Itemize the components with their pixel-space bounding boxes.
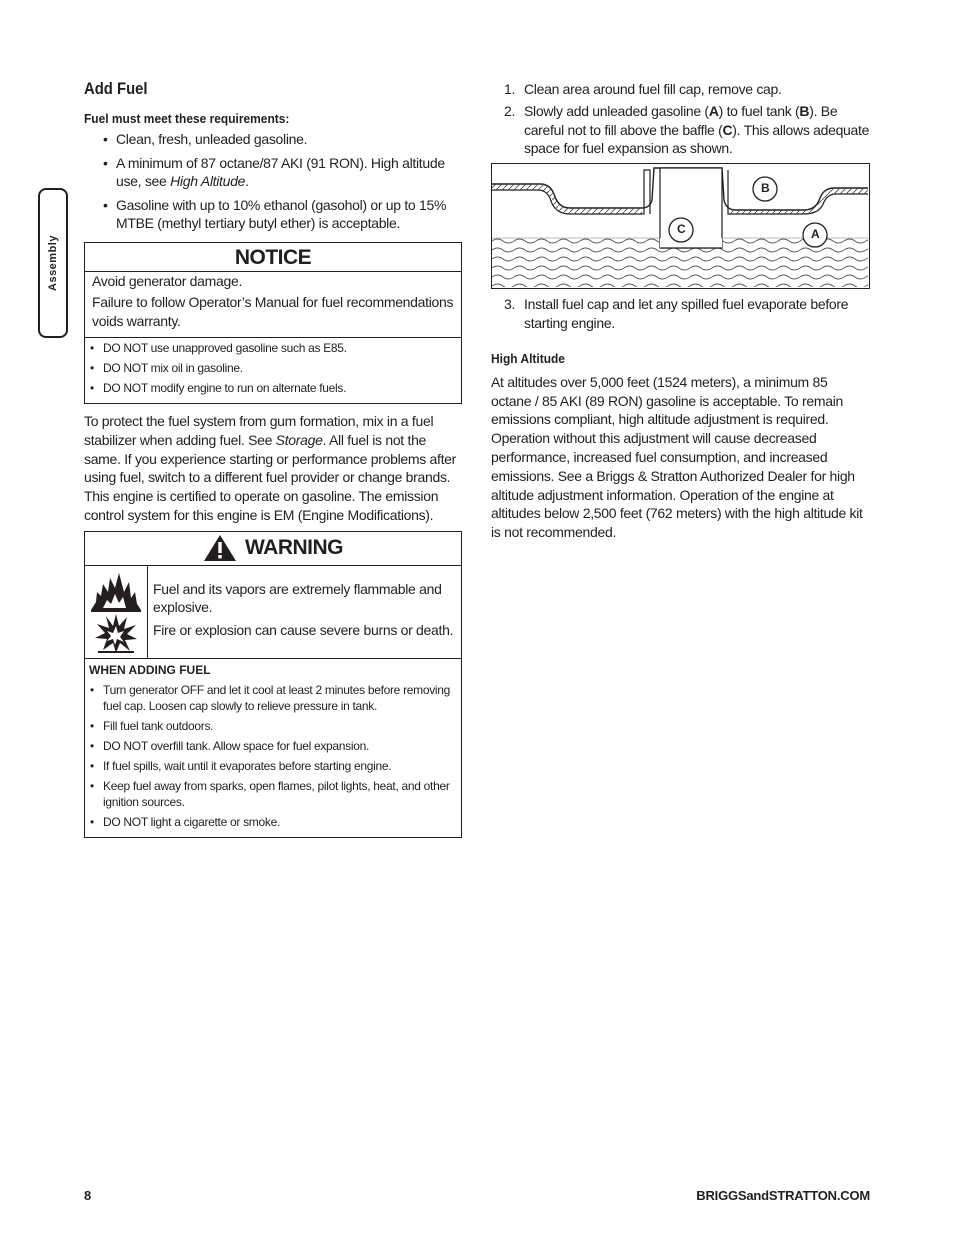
- list-item: • Clean, fresh, unleaded gasoline.: [84, 130, 462, 149]
- warning-header: [85, 532, 461, 566]
- website-url: BRIGGSandSTRATTON.COM: [696, 1188, 870, 1203]
- storage-reference: Storage: [275, 431, 323, 448]
- warning-list: [85, 679, 461, 837]
- list-item: • DO NOT mix oil in gasoline.: [89, 360, 455, 376]
- add-fuel-heading: Add Fuel: [84, 80, 148, 98]
- notice-box: [84, 242, 462, 405]
- hazard-text: [148, 566, 461, 658]
- list-item: • Turn generator OFF and let it cool at least 2 minutes before removing fuel cap. Loosen cap slowly to relieve pressure in tank.: [89, 682, 455, 714]
- section-tab: [38, 188, 68, 338]
- notice-body: [85, 272, 461, 339]
- warning-title: WARNING: [245, 536, 343, 560]
- step-item: 2. Slowly add unleaded gasoline (A) to fuel tank (B). Be careful not to fill above the baffle (C). This allows adequate space for fuel expansion as shown.: [504, 102, 870, 157]
- notice-line: Avoid generator damage.: [92, 272, 243, 289]
- page-number: 8: [84, 1188, 92, 1203]
- warning-triangle-icon: [203, 534, 237, 562]
- list-item: • DO NOT overfill tank. Allow space for fuel expansion.: [89, 738, 455, 754]
- fire-icon: [89, 570, 143, 612]
- notice-title: NOTICE: [85, 243, 461, 272]
- stabilizer-paragraph: To protect the fuel system from gum formation, mix in a fuel stabilizer when adding fuel. See Storage. All fuel is not the same. If you experience starting or performance problems after using fuel, switch to a different fuel provider or change brands. This engine is certified to operate on gasoline. The emission control system for this engine is EM (Engine Modifications).: [84, 413, 457, 523]
- step-item: 1. Clean area around fuel fill cap, remove cap.: [504, 81, 782, 97]
- right-column: [491, 80, 871, 542]
- section-tab-label: Assembly: [47, 235, 59, 291]
- high-altitude-text: At altitudes over 5,000 feet (1524 meters), a minimum 85 octane / 85 AKI (89 RON) gasoline is acceptable. To remain emissions compliant, high altitude adjustment is required. Operation without this adjustment will cause decreased performance, increased fuel consumption, and increased emissions. See a Briggs & Stratton Authorized Dealer for high altitude adjustment information. Operation of the engine at altitudes below 2,500 feet (762 meters) with the high altitude kit is not recommended.: [491, 373, 863, 541]
- callout-b: B: [761, 181, 770, 196]
- warning-hazards: [85, 566, 461, 659]
- list-item: • If fuel spills, wait until it evaporates before starting engine.: [89, 758, 455, 774]
- hazard-icons: [85, 566, 148, 658]
- explosion-icon: [94, 612, 138, 654]
- list-item: • DO NOT use unapproved gasoline such as E85.: [89, 340, 455, 356]
- list-item: • Fill fuel tank outdoors.: [89, 718, 455, 734]
- callout-c: C: [677, 222, 686, 237]
- fuel-tank-diagram: [491, 163, 870, 289]
- high-altitude-heading: High Altitude: [491, 350, 565, 366]
- list-item: • DO NOT light a cigarette or smoke.: [89, 814, 455, 830]
- warning-box: [84, 531, 462, 838]
- callout-a: A: [811, 227, 820, 242]
- list-item: • A minimum of 87 octane/87 AKI (91 RON). High altitude use, see High Altitude.: [84, 154, 462, 191]
- step-item: 3. Install fuel cap and let any spilled fuel evaporate before starting engine.: [504, 296, 849, 331]
- notice-line: Failure to follow Operator’s Manual for fuel recommendations voids warranty.: [92, 294, 454, 329]
- list-item: • DO NOT modify engine to run on alternate fuels.: [89, 380, 455, 396]
- fueling-steps: [491, 80, 871, 158]
- when-adding-fuel-heading: WHEN ADDING FUEL: [89, 662, 211, 677]
- high-altitude-reference: High Altitude: [170, 173, 246, 189]
- notice-list: [85, 338, 461, 403]
- fuel-requirements-list: [84, 130, 462, 233]
- hazard-line: Fuel and its vapors are extremely flammable and explosive.: [153, 580, 442, 615]
- list-item: • Keep fuel away from sparks, open flames, pilot lights, heat, and other ignition sources.: [89, 778, 455, 810]
- fuel-requirements-heading: Fuel must meet these requirements:: [84, 111, 290, 126]
- list-item: • Gasoline with up to 10% ethanol (gasohol) or up to 15% MTBE (methyl tertiary butyl ether) is acceptable.: [84, 196, 462, 233]
- hazard-line: Fire or explosion can cause severe burns or death.: [153, 621, 454, 638]
- left-column: [84, 80, 462, 838]
- fueling-steps-continued: [491, 295, 871, 333]
